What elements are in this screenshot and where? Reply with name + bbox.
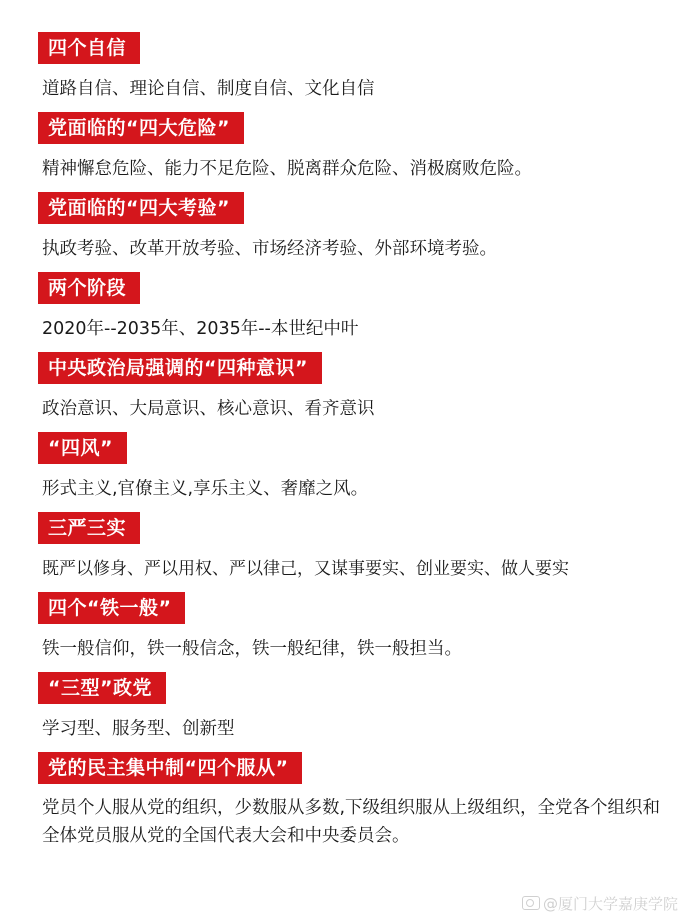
- section-title: 党面临的“四大危险”: [38, 112, 244, 144]
- content-list: [38, 32, 668, 850]
- section-title: 中央政治局强调的“四种意识”: [38, 352, 322, 384]
- section-body: 道路自信、理论自信、制度自信、文化自信: [42, 79, 375, 99]
- section-title: 四个“铁一般”: [38, 592, 185, 624]
- section-title: “四风”: [38, 432, 127, 464]
- section-body: 既严以修身、严以用权、严以律己，又谋事要实、创业要实、做人要实: [42, 559, 569, 579]
- section-title: 党面临的“四大考验”: [38, 192, 244, 224]
- watermark: [522, 893, 678, 914]
- section-four-confidences: [38, 32, 668, 104]
- section-title: 两个阶段: [38, 272, 140, 304]
- section-four-consciousness: [38, 352, 668, 424]
- section-body: 党员个人服从党的组织，少数服从多数,下级组织服从上级组织，全党各个组织和全体党员服从党的全国代表大会和中央委员会。: [42, 798, 661, 846]
- section-title: 四个自信: [38, 32, 140, 64]
- section-title: 党的民主集中制“四个服从”: [38, 752, 302, 784]
- section-three-stricts: [38, 512, 668, 584]
- section-body: 政治意识、大局意识、核心意识、看齐意识: [42, 399, 375, 419]
- section-body: 精神懈怠危险、能力不足危险、脱离群众危险、消极腐败危险。: [42, 159, 532, 179]
- section-body: 执政考验、改革开放考验、市场经济考验、外部环境考验。: [42, 239, 497, 259]
- section-two-stages: [38, 272, 668, 344]
- section-body: 形式主义,官僚主义,享乐主义、奢靡之风。: [42, 479, 369, 499]
- watermark-text: @厦门大学嘉庚学院: [542, 895, 678, 913]
- section-body: 学习型、服务型、创新型: [42, 719, 235, 739]
- section-iron-like: [38, 592, 668, 664]
- section-title: “三型”政党: [38, 672, 166, 704]
- camera-icon: [522, 896, 540, 910]
- section-body: 铁一般信仰，铁一般信念，铁一般纪律，铁一般担当。: [42, 639, 462, 659]
- section-four-obediences: [38, 752, 668, 850]
- section-body: 2020年--2035年、2035年--本世纪中叶: [42, 319, 359, 339]
- section-four-tests: [38, 192, 668, 264]
- section-four-winds: [38, 432, 668, 504]
- section-title: 三严三实: [38, 512, 140, 544]
- section-three-type-party: [38, 672, 668, 744]
- section-four-dangers: [38, 112, 668, 184]
